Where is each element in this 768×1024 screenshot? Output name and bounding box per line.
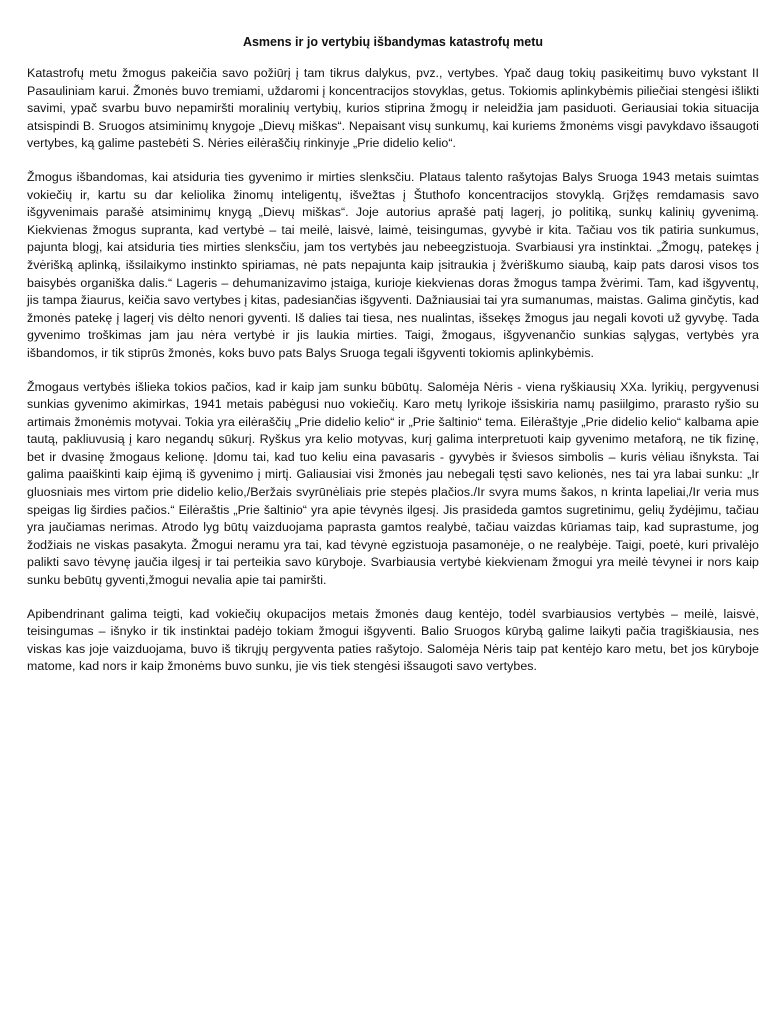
document-page xyxy=(27,33,759,692)
paragraph-3: Žmogaus vertybės išlieka tokios pačios, kad ir kaip jam sunku būbūtų. Salomėja Nėris - viena ryškiausių XXa. lyrikių, pergyvenusi sunkias gyvenimo akimirkas, 1941 metais pabėgusi nuo vokiečių. Karo metų lyrikoje išsiskiria namų pasiilgimo, prarasto ryšio su artimais žmonėmis motyvai. Tokia yra eilėraščių „Prie didelio kelio“ ir „Prie šaltinio“ tema. Eilėraštyje „Prie didelio kelio“ kalbama apie tautą, pakliuvusią į karo negandų sūkurį. Ryškus yra kelio motyvas, kurį galima interpretuoti kaip gyvenimo metaforą, ne tik fizinę, bet ir dvasinę žmogaus kelionę. Įdomu tai, kad tuo keliu eina pavasaris - gyvybės ir šviesos simbolis – kuris vėliau išnyksta. Tai galima paaiškinti kaip ėjimą iš gyvenimo į mirtį. Galiausiai visi žmonės jau nebegali tęsti savo kelionės, nes tai yra labai sunku: „Ir gluosniais mes virtom prie didelio kelio,/Beržais svyrūnėliais prie stepės plačios./Ir svyra mums šakos, n krinta lapeliai,/Ir veria mus speigas lig širdies pačios.“ Eilėraštis „Prie šaltinio“ yra apie tėvynės ilgesį. Jis prasideda gamtos sugretinimu, gelių žydėjimu, tačiau yra jaučiamas nerimas. Atrodo lyg būtų vaizduojama paprasta gamtos realybė, tačiau vaizdas kūriamas taip, kad suprastume, jog žodžiais ne viskas pasakyta. Žmogui neramu yra tai, kad tėvynė egzistuoja pasamonėje, o ne realybėje. Taigi, poetė, kuri privalėjo palikti savo tėvynę jaučia ilgesį ir tai perteikia savo kūryboje. Svarbiausia vertybė kiekvienam žmogui yra meilė tėvynei ir nors kaip sunku bebūtų gyventi,žmogui nevalia apie tai pamiršti. xyxy=(27,379,759,588)
paragraph-4: Apibendrinant galima teigti, kad vokiečių okupacijos metais žmonės daug kentėjo, todėl svarbiausios vertybės – meilė, laisvė, teisingumas – išnyko ir tik instinktai padėjo tokiam žmogui išgyventi. Balio Sruogos kūrybą galime laikyti pačia tragiškiausia, nes viskas kas joje vaizduojama, buvo iš tikrųjų pergyventa paties rašytojo. Salomėja Nėris taip pat kentėjo karo metu, bet jos kūryboje matome, kad nors ir kaip žmonėms buvo sunku, jie vis tiek stengėsi išsaugoti savo vertybes. xyxy=(27,606,759,674)
paragraph-2: Žmogus išbandomas, kai atsiduria ties gyvenimo ir mirties slenksčiu. Plataus talento rašytojas Balys Sruoga 1943 metais suimtas vokiečių ir, kartu su dar keliolika žinomų inteligentų, išvežtas į Štuthofo koncentracijos stovyklą. Grįžęs remdamasis savo išgyvenimais parašė atsiminimų knygą „Dievų miškas“. Joje autorius aprašė patį lagerį, jo politiką, sunkų kalinių gyvenimą. Kiekvienas žmogus supranta, kad vertybė – tai meilė, laisvė, laimė, teisingumas, gyvybė ir kita. Tačiau vos tik patiria sunkumus, pajunta blogį, kai atsiduria ties mirties slenksčiu, jam tos vertybės jau nebeegzistuoja. Svarbiausi yra instinktai. „Žmogų, patekęs į žvėrišką aplinką, išsilaikymo instinkto spiriamas, nė pats nepajunta kaip įsitraukia į žvėriškumo siaubą, kaip pats darosi visos tos baisybės organiška dalis.“ Lageris – dehumanizavimo įstaiga, kurioje kiekvienas doras žmogus tampa žvėrimi. Tam, kad išgyventų, jis tampa žiaurus, keičia savo vertybes į kitas, padesiančias išgyventi. Dažniausiai tai yra sumanumas, maistas. Galima ginčytis, kad žmonės patekę į lagerį vis dėlto nenori gyventi. Iš dalies tai tiesa, nes nualintas, išsekęs žmogus jau negali kovoti už gyvybę. Tada gyvenimo troškimas jam jau nėra vertybė ir jis laukia mirties. Taigi, žmogaus, išgyvenančio sunkias sąlygas, vertybės yra išbandomos, ir tik stiprūs žmonės, koks buvo pats Balys Sruoga tegali išgyventi tokiomis aplinkybėmis. xyxy=(27,169,759,360)
paragraph-1: Katastrofų metu žmogus pakeičia savo požiūrį į tam tikrus dalykus, pvz., vertybes. Ypač daug tokių pasikeitimų buvo vykstant II Pasauliniam karui. Žmonės buvo tremiami, uždaromi į koncentracijos stovyklas, getus. Tokiomis aplinkybėmis piliečiai stengėsi išlikti savimi, ypač svarbu buvo nepamiršti moralinių vertybių, kurios stiprina žmogų ir neleidžia jam pasiduoti. Geriausiai tokia situacija atsispindi B. Sruogos atsiminimų knygoje „Dievų miškas“. Nepaisant visų sunkumų, kai kuriems žmonėms visgi pavykdavo išsaugoti vertybes, ką galime pastebėti S. Nėries eilėraščių rinkinyje „Prie didelio kelio“. xyxy=(27,66,759,151)
document-title: Asmens ir jo vertybių išbandymas katastrofų metu xyxy=(242,35,544,49)
